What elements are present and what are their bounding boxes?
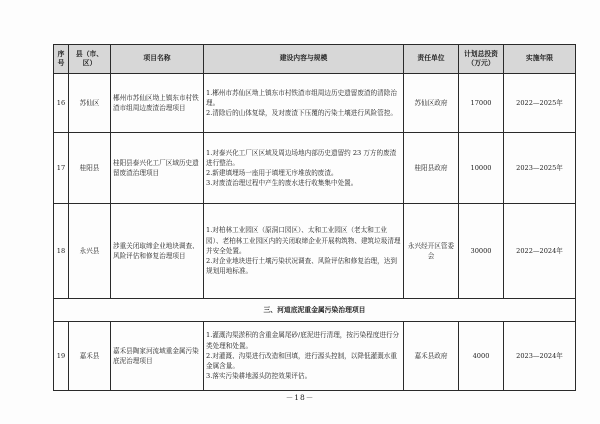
- section-row: [54, 299, 576, 322]
- table-header-row: [54, 45, 576, 74]
- cell-invest: 4000: [459, 322, 504, 391]
- table-row: [54, 74, 576, 133]
- cell-county: 永兴县: [69, 204, 111, 299]
- content-line: 2.新建填埋场一座用于填埋无序堆放的废渣。: [206, 169, 338, 177]
- content-line: 3.落实污染耕地源头防控效果评估。: [206, 372, 312, 381]
- table-row: [54, 204, 576, 299]
- header-invest: 计划总投资（万元）: [459, 45, 504, 74]
- cell-seq: 16: [54, 74, 69, 133]
- cell-unit: 嘉禾县政府: [404, 322, 459, 391]
- header-seq: 序号: [54, 45, 69, 74]
- content-line: 2.对灌溉、沟渠进行改造和回填，进行源头控制，以降低灌溉水重金属含量。: [206, 351, 397, 371]
- cell-seq: 19: [54, 322, 69, 391]
- cell-content: [204, 133, 404, 204]
- cell-project: 嘉禾县陶家河流域重金属污染底泥治理项目: [111, 322, 204, 391]
- content-line: 2.对企业地块进行土壤污染状况调查、风险评估和修复治理，达到规划用地标准。: [206, 257, 397, 276]
- table-row: [54, 133, 576, 204]
- section-title: 三、河道底泥重金属污染治理项目: [54, 299, 576, 322]
- cell-content: [204, 322, 404, 391]
- header-years: 实施年限: [504, 45, 576, 74]
- cell-unit: 桂阳县政府: [404, 133, 459, 204]
- cell-project: 郴州市苏仙区坳上镇东市村铁渣市组周边废渣治理项目: [111, 74, 204, 133]
- content-line: 3.对废渣治理过程中产生的废水进行收集集中处置。: [206, 179, 358, 188]
- content-line: 2.清除后的山体复绿，及对废渣下压覆的污染土壤进行风险管控。: [206, 109, 397, 118]
- cell-years: 2022—2024年: [504, 204, 576, 299]
- table-row: [54, 322, 576, 391]
- cell-unit: 永兴经开区管委会: [404, 204, 459, 299]
- content-line: 1.郴州市苏仙区坳上镇东市村铁渣市组周边历史遗留废渣的清除治理。: [206, 88, 397, 107]
- cell-invest: 30000: [459, 204, 504, 299]
- cell-seq: 17: [54, 133, 69, 204]
- cell-project: 涉重关闭取缔企业地块调查、风险评估和修复治理项目: [111, 204, 204, 299]
- header-unit: 责任单位: [404, 45, 459, 74]
- cell-years: 2023—2025年: [504, 133, 576, 204]
- cell-years: 2023—2024年: [504, 322, 576, 391]
- header-content: 建设内容与规模: [204, 45, 404, 74]
- header-county: 县（市、区）: [69, 45, 111, 74]
- page-number: －18－: [285, 393, 315, 402]
- cell-years: 2022—2025年: [504, 74, 576, 133]
- cell-county: 苏仙区: [69, 74, 111, 133]
- cell-project: 桂阳县泰兴化工厂区域历史遗留废渣治理项目: [111, 133, 204, 204]
- cell-seq: 18: [54, 204, 69, 299]
- cell-content: [204, 74, 404, 133]
- cell-county: 嘉禾县: [69, 322, 111, 391]
- cell-county: 桂阳县: [69, 133, 111, 204]
- header-project: 项目名称: [111, 45, 204, 74]
- project-table: [53, 44, 576, 391]
- cell-unit: 苏仙区政府: [404, 74, 459, 133]
- cell-invest: 17000: [459, 74, 504, 133]
- cell-content: [204, 204, 404, 299]
- cell-invest: 10000: [459, 133, 504, 204]
- content-line: 1.对泰兴化工厂区区域及周边场地内部历史遗留约 23 万方的废渣进行整治。: [206, 148, 397, 167]
- content-line: 1.灌溉沟渠淤积的含重金属尾砂/底泥进行清理，按污染程度进行分类处理和处置。: [206, 331, 400, 350]
- content-line: 1.对柏林工业园区（原洞口园区）、太和工业园区（老太和工业园）、老柏林工业园区内的关闭取缔企业开展构筑物、建筑垃圾清理并安全处置。: [206, 226, 401, 255]
